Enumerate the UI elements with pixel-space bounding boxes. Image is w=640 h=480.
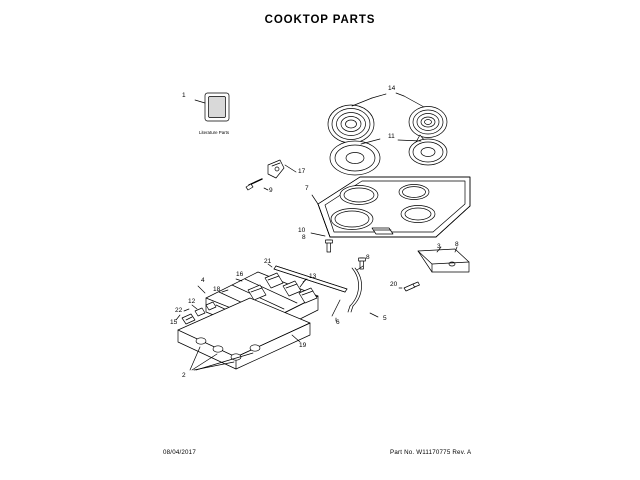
callout-15: 15 bbox=[170, 319, 178, 326]
callout-8-c: 8 bbox=[455, 241, 459, 248]
literature-parts-part bbox=[195, 93, 229, 121]
callout-18: 18 bbox=[213, 286, 221, 293]
page-title: COOKTOP PARTS bbox=[264, 14, 376, 26]
callout-2: 2 bbox=[182, 372, 186, 379]
callout-4: 4 bbox=[201, 277, 205, 284]
callout-6: 6 bbox=[336, 319, 340, 326]
callout-16: 16 bbox=[236, 271, 244, 278]
callout-17: 17 bbox=[298, 168, 306, 175]
callout-3: 3 bbox=[437, 243, 441, 250]
mounting-bracket-17 bbox=[268, 160, 296, 178]
callout-10: 10 bbox=[298, 227, 306, 234]
burner-box-assembly bbox=[176, 272, 318, 370]
callout-9: 9 bbox=[269, 187, 273, 194]
cooktop-main-panel bbox=[312, 177, 470, 237]
surface-element-small-right bbox=[396, 93, 447, 142]
callout-22: 22 bbox=[175, 307, 183, 314]
callout-1: 1 bbox=[182, 92, 186, 99]
callout-19: 19 bbox=[299, 342, 307, 349]
screw-20 bbox=[399, 282, 420, 291]
callout-13: 13 bbox=[309, 273, 317, 280]
footer-part-number: Part No. W11170775 Rev. A bbox=[390, 449, 472, 456]
footer-date: 08/04/2017 bbox=[163, 449, 196, 456]
callout-12: 12 bbox=[188, 298, 196, 305]
callout-8-a: 8 bbox=[302, 234, 306, 241]
drip-bowl-large bbox=[330, 139, 380, 175]
callout-11: 11 bbox=[388, 133, 395, 140]
drip-bowl-small bbox=[398, 139, 447, 165]
callout-21: 21 bbox=[264, 258, 272, 265]
screw-8-mid bbox=[359, 258, 366, 269]
right-side-trim bbox=[418, 247, 469, 272]
literature-parts-label: Literature Parts bbox=[199, 130, 230, 135]
callout-20: 20 bbox=[390, 281, 398, 288]
callout-5: 5 bbox=[383, 315, 387, 322]
callout-8-b: 8 bbox=[366, 254, 370, 261]
wire-harness bbox=[332, 266, 378, 321]
screw-9 bbox=[246, 179, 268, 190]
callout-14: 14 bbox=[388, 85, 396, 92]
callout-7: 7 bbox=[305, 185, 309, 192]
